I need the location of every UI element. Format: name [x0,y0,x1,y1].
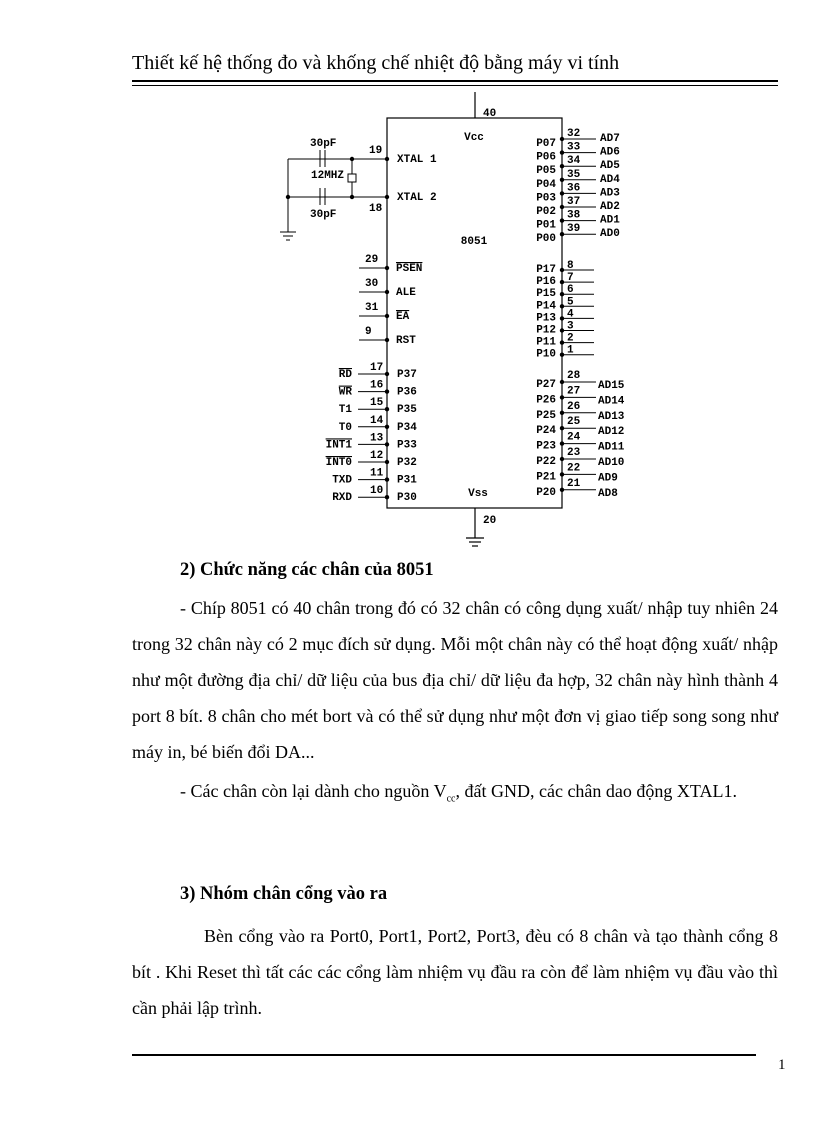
port1-pin-number-4: 4 [567,308,574,321]
port3-signal-wr: WR [338,386,352,399]
section-3-paragraph-1-text: Bèn cổng vào ra Port0, Port1, Port2, Port3, đèu có 8 chân và tạo thành cổng 8 bít . Khi Reset thì tất các các cổng làm nhiệm vụ đầu ra còn để làm nhiệm vụ đầu vào thì cần phải lập trình. [132,926,778,1018]
port2-signal-ad11: AD11 [598,441,625,454]
port2-pin-number-24: 24 [567,431,581,444]
port1-pin-label-p11: P11 [536,336,556,349]
port1-pin-label-p14: P14 [536,300,556,313]
port2-signal-ad9: AD9 [598,472,618,485]
port3-signal-t1: T1 [338,404,352,417]
xtal2-pin-dot [385,195,389,199]
port1-pin-dot-p11 [560,340,564,344]
port3-signal-t0: T0 [338,421,352,434]
port1-pin-dot-p10 [560,353,564,357]
control-pin-label-ale: ALE [396,287,416,299]
port0-pin-dot-p02 [560,205,564,209]
port3-pin-label-p37: P37 [397,369,417,381]
port2-signal-ad13: AD13 [598,410,625,423]
port0-pin-label-p00: P00 [536,233,556,246]
port2-pin-number-26: 26 [567,400,581,413]
port2-pin-dot-p22 [560,457,564,461]
port3-pin-number-13: 13 [370,432,384,445]
section-3-paragraph-1 [132,918,778,1026]
control-pin-number-30: 30 [365,278,379,290]
page-header-title: Thiết kế hệ thống đo và khống chế nhiệt độ bằng máy vi tính [132,52,620,74]
port1-pin-number-5: 5 [567,296,574,309]
osc-junction-dot [286,195,290,199]
port2-signal-ad14: AD14 [598,395,625,408]
port3-pin-label-p35: P35 [397,404,417,417]
control-pin-number-31: 31 [365,302,379,314]
port2-signal-ad8: AD8 [598,487,618,500]
port3-pin-dot-p34 [385,425,389,429]
port0-signal-ad3: AD3 [600,187,620,200]
port2-pin-number-28: 28 [567,370,581,382]
port1-pin-label-p10: P10 [536,348,556,361]
cap-bottom-label: 30pF [310,209,337,221]
port0-pin-dot-p00 [560,232,564,236]
port2-pin-dot-p25 [560,411,564,415]
footer-rule [132,1054,756,1056]
port3-pin-dot-p31 [385,477,389,481]
control-pin-dot-psen [385,266,389,270]
xtal1-label: XTAL 1 [397,154,437,166]
port3-signal-txd: TXD [332,474,352,487]
port1-pin-dot-p17 [560,268,564,272]
port2-pin-dot-p21 [560,472,564,476]
port1-pin-number-3: 3 [567,320,574,333]
xtal1-pin-number: 19 [369,145,383,157]
vcc-subscript: cc [446,793,456,805]
port0-pin-number-38: 38 [567,209,581,222]
port0-pin-number-33: 33 [567,141,581,154]
section-2-paragraph-2 [132,773,778,818]
port0-pin-label-p02: P02 [536,206,556,218]
port0-signal-ad0: AD0 [600,228,620,241]
control-pin-label-rst: RST [396,335,416,347]
port0-pin-label-p04: P04 [536,178,556,191]
port1-pin-dot-p15 [560,292,564,296]
port0-pin-dot-p04 [560,178,564,182]
port2-pin-number-25: 25 [567,416,581,429]
port3-pin-number-16: 16 [370,379,384,392]
port2-pin-dot-p26 [560,395,564,399]
control-pin-dot-ea [385,314,389,318]
port2-pin-number-21: 21 [567,477,581,490]
port3-pin-label-p33: P33 [397,439,417,452]
port1-pin-number-8: 8 [567,260,574,272]
port3-pin-label-p31: P31 [397,474,417,487]
port2-pin-number-23: 23 [567,447,581,459]
port3-signal-rd: RD [338,369,352,381]
port1-pin-number-1: 1 [567,344,574,357]
section-2-paragraph-1 [132,590,778,770]
port2-pin-number-22: 22 [567,462,581,475]
port0-signal-ad7: AD7 [600,133,620,145]
port0-pin-number-37: 37 [567,196,581,208]
port1-pin-label-p13: P13 [536,312,556,325]
section-2-heading: 2) Chức năng các chân của 8051 [180,560,434,580]
control-pin-number-29: 29 [365,254,379,266]
port3-pin-label-p36: P36 [397,386,417,399]
vcc-pin-number: 40 [483,108,497,120]
port1-pin-dot-p12 [560,328,564,332]
port3-pin-dot-p37 [385,372,389,376]
port0-pin-number-39: 39 [567,223,581,236]
port2-pin-label-p25: P25 [536,409,556,422]
control-pin-number-9: 9 [365,326,372,338]
port0-pin-number-35: 35 [567,168,581,181]
port2-signal-ad10: AD10 [598,457,625,469]
port0-pin-number-36: 36 [567,182,581,195]
cap-top-label: 30pF [310,138,337,150]
port1-pin-number-2: 2 [567,332,574,345]
port2-pin-label-p21: P21 [536,471,556,484]
port2-pin-dot-p27 [560,380,564,384]
port3-pin-dot-p33 [385,442,389,446]
port0-pin-dot-p06 [560,150,564,154]
port3-pin-label-p30: P30 [397,492,417,505]
port3-pin-number-17: 17 [370,362,384,374]
port2-pin-label-p23: P23 [536,440,556,453]
xtal1-pin-dot [385,157,389,161]
section-2-paragraph-1-text: - Chíp 8051 có 40 chân trong đó có 32 chân có công dụng xuất/ nhập tuy nhiên 24 trong 32 chân này có 2 mục đích sử dụng. Mỗi một chân này có thể hoạt động xuất/ nhập như một đường địa chỉ/ dữ liệu của bus địa chỉ/ dữ liệu đa hợp, 32 chân này hình thành 4 port 8 bít. 8 chân cho mét bort và có thể sử dụng như một đơn vị giao tiếp song song như máy in, bé biến đổi DA... [132,598,778,762]
port1-pin-dot-p13 [560,316,564,320]
port3-pin-dot-p36 [385,389,389,393]
port0-signal-ad5: AD5 [600,160,620,173]
port1-pin-number-6: 6 [567,284,574,297]
port3-pin-dot-p35 [385,407,389,411]
vcc-label: Vcc [464,132,484,144]
port3-signal-rxd: RXD [332,492,352,505]
port1-pin-label-p17: P17 [536,264,556,276]
crystal-junction-top [350,157,354,161]
section-2-paragraph-2-text-b: , đất GND, các chân dao động XTAL1. [455,781,737,801]
port0-pin-dot-p07 [560,137,564,141]
port0-signal-ad1: AD1 [600,214,620,227]
8051-pinout-diagram [0,0,816,560]
port2-pin-label-p24: P24 [536,425,556,438]
port0-pin-label-p06: P06 [536,151,556,164]
port0-pin-label-p05: P05 [536,165,556,178]
crystal-symbol [348,174,356,182]
crystal-junction-bottom [350,195,354,199]
port0-signal-ad4: AD4 [600,173,620,186]
port2-signal-ad15: AD15 [598,380,625,392]
port0-signal-ad6: AD6 [600,146,620,159]
page-number: 1 [778,1057,786,1073]
port1-pin-dot-p14 [560,304,564,308]
port3-pin-label-p32: P32 [397,457,417,469]
port1-pin-label-p12: P12 [536,324,556,337]
port0-pin-label-p07: P07 [536,138,556,150]
port1-pin-number-7: 7 [567,272,574,285]
port3-pin-number-14: 14 [370,414,384,427]
port3-pin-number-12: 12 [370,450,384,462]
port2-pin-label-p27: P27 [536,379,556,391]
port0-pin-dot-p03 [560,191,564,195]
port0-signal-ad2: AD2 [600,201,620,213]
vss-pin-number: 20 [483,515,497,527]
port2-signal-ad12: AD12 [598,426,625,439]
port3-pin-number-15: 15 [370,397,384,410]
crystal-label: 12MHZ [311,170,345,182]
section-3-heading: 3) Nhóm chân cổng vào ra [180,884,388,904]
xtal2-label: XTAL 2 [397,192,437,204]
port1-pin-label-p16: P16 [536,276,556,289]
chip-name-label: 8051 [460,236,488,248]
port0-pin-dot-p01 [560,218,564,222]
port3-signal-int1: INT1 [325,439,352,452]
port3-pin-dot-p32 [385,460,389,464]
port0-pin-label-p01: P01 [536,219,556,232]
port2-pin-label-p22: P22 [536,456,556,468]
control-pin-dot-rst [385,338,389,342]
port2-pin-number-27: 27 [567,385,581,398]
port0-pin-number-32: 32 [567,128,581,140]
port3-pin-dot-p30 [385,495,389,499]
port3-pin-number-10: 10 [370,485,384,498]
port1-pin-label-p15: P15 [536,288,556,301]
port0-pin-label-p03: P03 [536,192,556,205]
section-2-paragraph-2-text-a: - Các chân còn lại dành cho nguồn V [180,781,447,801]
port3-pin-label-p34: P34 [397,421,417,434]
port1-pin-dot-p16 [560,280,564,284]
control-pin-label-ea: EA [396,311,410,323]
vss-label: Vss [468,488,488,500]
port2-pin-dot-p24 [560,426,564,430]
port2-pin-dot-p23 [560,441,564,445]
port0-pin-dot-p05 [560,164,564,168]
port3-pin-number-11: 11 [370,467,384,480]
port2-pin-label-p26: P26 [536,394,556,407]
port0-pin-number-34: 34 [567,155,581,168]
port2-pin-dot-p20 [560,488,564,492]
control-pin-label-psen: PSEN [396,263,423,275]
port2-pin-label-p20: P20 [536,486,556,499]
xtal2-pin-number: 18 [369,203,383,215]
port3-signal-int0: INT0 [325,457,352,469]
control-pin-dot-ale [385,290,389,294]
